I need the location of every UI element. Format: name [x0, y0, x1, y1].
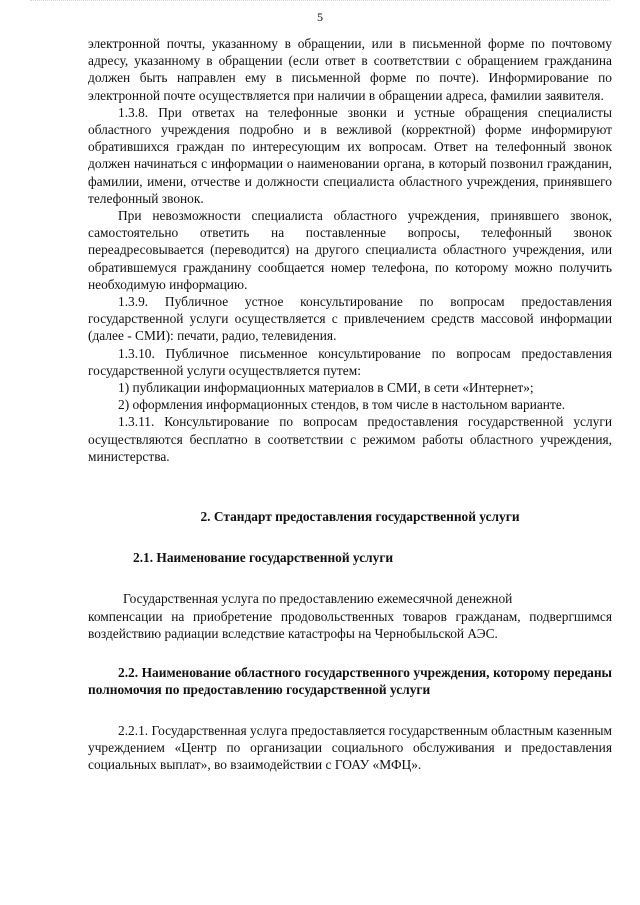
- paragraph-2-2-1: 2.2.1. Государственная услуга предоставляется государственным областным казенным учреждением «Центр по организации социального обслуживания и предоставления социальных выплат», во взаимодействии с ГОАУ «МФЦ».: [88, 722, 612, 772]
- section-2-heading: 2. Стандарт предоставления государственной услуги: [200, 509, 520, 525]
- list-item-1: 1) публикации информационных материалов в СМИ, в сети «Интернет»;: [118, 380, 534, 396]
- paragraph-redirect: При невозможности специалиста областного учреждения, принявшего звонок, самостоятельно ответить на поставленные вопросы, телефонный звонок переадресовывается (переводится) на другого специалиста областного учреждения, или обратившемуся гражданину сообщается номер телефона, по которому можно получить необходимую информацию.: [88, 208, 612, 292]
- paragraph-1-3-8: 1.3.8. При ответах на телефонные звонки и устные обращения специалисты областного учреждения подробно и в вежливой (корректной) форме информируют обратившихся граждан по интересующим их вопросам. Ответ на телефонный звонок должен начинаться с информации о наименовании органа, в который позвонил гражданин, фамилии, имени, отчестве и должности специалиста областного учреждения, принявшего телефонный звонок.: [88, 104, 612, 206]
- page-number: 5: [317, 10, 323, 24]
- section-2-1-text-line1: Государственная услуга по предоставлению ежемесячной денежной: [123, 591, 513, 607]
- paragraph-1-3-9: 1.3.9. Публичное устное консультирование по вопросам предоставления государственной услуги осуществляется с привлечением средств массовой информации (далее - СМИ): печати, радио, телевидения.: [88, 294, 612, 344]
- section-2-1-text: компенсации на приобретение продовольственных товаров гражданам, подвергшимся воздействию радиации вследствие катастрофы на Чернобыльской АЭС.: [88, 608, 612, 641]
- document-body: [88, 35, 612, 773]
- paragraph-1-3-11: 1.3.11. Консультирование по вопросам предоставления государственной услуги осуществляются бесплатно в соответствии с режимом работы областного учреждения, министерства.: [88, 414, 612, 464]
- section-2-2-heading: 2.2. Наименование областного государственного учреждения, которому переданы полномочия по предоставлению государственной услуги: [88, 665, 612, 698]
- paragraph-1-3-10: 1.3.10. Публичное письменное консультирование по вопросам предоставления государственной услуги осуществляется путем:: [88, 345, 612, 378]
- paragraph-email-info: электронной почты, указанному в обращении, или в письменной форме по почтовому адресу, указанному в обращении (если ответ в соответствии с обращением гражданина должен быть направлен ему в письменной форме по почте). Информирование по электронной почте осуществляется при наличии в обращении адреса, фамилии заявителя.: [88, 36, 612, 103]
- section-2-1-heading: 2.1. Наименование государственной услуги: [133, 550, 394, 566]
- scan-edge-line: [30, 0, 610, 7]
- list-item-2: 2) оформления информационных стендов, в том числе в настольном варианте.: [118, 397, 566, 413]
